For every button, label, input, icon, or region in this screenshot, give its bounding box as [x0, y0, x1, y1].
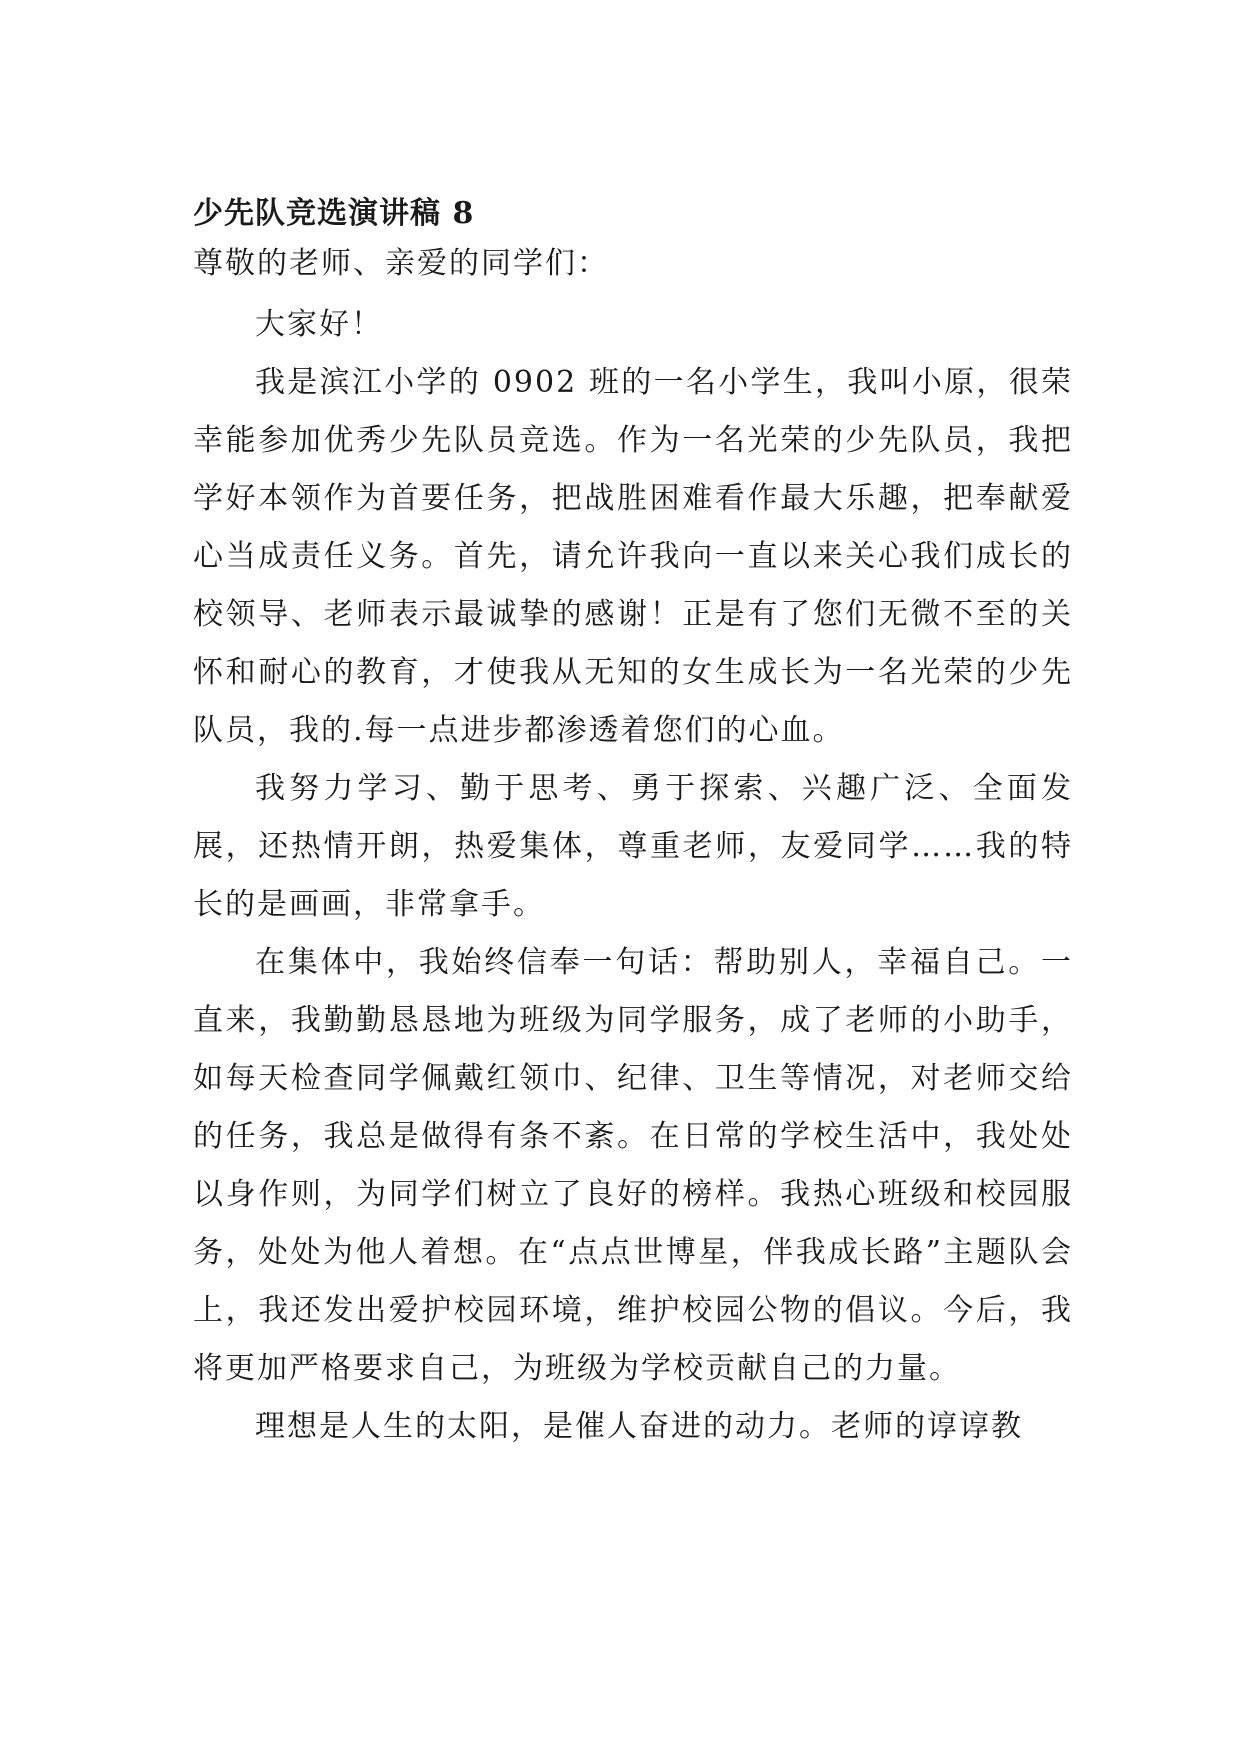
- paragraph-service: 在集体中，我始终信奉一句话：帮助别人，幸福自己。一直来，我勤勤恳恳地为班级为同学服务，成了老师的小助手，如每天检查同学佩戴红领巾、纪律、卫生等情况，对老师交给的任务，我总是做得有条不紊。在日常的学校生活中，我处处以身作则，为同学们树立了良好的榜样。我热心班级和校园服务，处处为他人着想。在“点点世博星，伴我成长路”主题队会上，我还发出爱护校园环境，维护校园公物的倡议。今后，我将更加严格要求自己，为班级为学校贡献自己的力量。: [193, 945, 1073, 1386]
- document-title: 少先队竞选演讲稿 8: [193, 196, 475, 231]
- paragraph-ideals: 理想是人生的太阳，是催人奋进的动力。老师的谆谆教: [255, 1409, 1023, 1444]
- document-body: [193, 196, 1073, 1456]
- paragraph-greeting: 大家好！: [255, 307, 383, 342]
- paragraph-strengths: 我努力学习、勤于思考、勇于探索、兴趣广泛、全面发展，还热情开朗，热爱集体，尊重老师，友爱同学……我的特长的是画画，非常拿手。: [193, 771, 1073, 922]
- paragraph-introduction: 我是滨江小学的 0902 班的一名小学生，我叫小原，很荣幸能参加优秀少先队员竞选。作为一名光荣的少先队员，我把学好本领作为首要任务，把战胜困难看作最大乐趣，把奉献爱心当成责任义务。首先，请允许我向一直以来关心我们成长的校领导、老师表示最诚挚的感谢！正是有了您们无微不至的关怀和耐心的教育，才使我从无知的女生成长为一名光荣的少先队员，我的.每一点进步都渗透着您们的心血。: [193, 365, 1073, 748]
- salutation: 尊敬的老师、亲爱的同学们：: [193, 246, 609, 281]
